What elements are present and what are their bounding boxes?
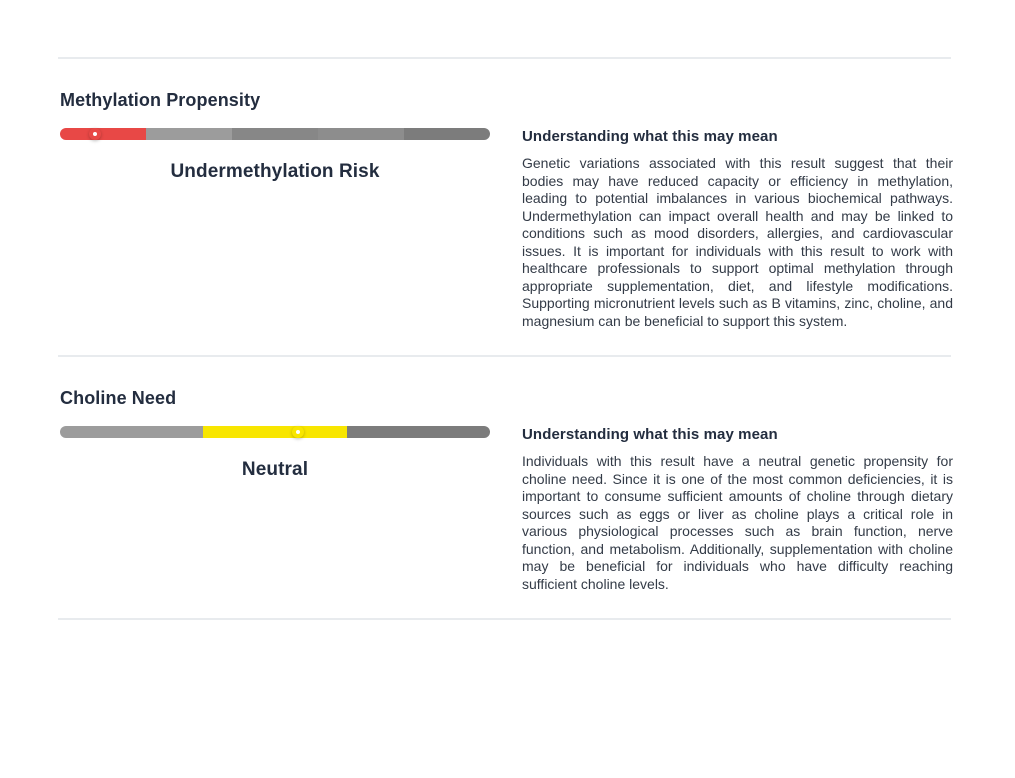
methylation-info-column xyxy=(522,90,953,330)
slider-segment-level-5 xyxy=(404,128,490,140)
top-divider xyxy=(58,57,951,59)
bottom-divider xyxy=(58,618,951,620)
choline-result-column xyxy=(60,388,490,593)
slider-segment-high xyxy=(347,426,490,438)
info-heading: Understanding what this may mean xyxy=(522,426,778,443)
section-choline-need xyxy=(60,388,953,593)
choline-need-slider xyxy=(60,426,490,438)
slider-knob[interactable] xyxy=(292,426,304,438)
choline-info-column xyxy=(522,388,953,593)
slider-segment-low xyxy=(60,426,203,438)
slider-segment-level-2 xyxy=(146,128,232,140)
slider-segment-level-3 xyxy=(232,128,318,140)
slider-segment-level-4 xyxy=(318,128,404,140)
section-title: Choline Need xyxy=(60,388,177,408)
result-label: Neutral xyxy=(241,459,309,480)
slider-knob[interactable] xyxy=(89,128,101,140)
result-label: Undermethylation Risk xyxy=(170,161,380,182)
section-methylation-propensity xyxy=(60,90,953,330)
info-heading: Understanding what this may mean xyxy=(522,128,778,145)
slider-segment-neutral-active-yellow xyxy=(203,426,346,438)
info-body: Individuals with this result have a neutral genetic propensity for choline need. Since it is one of the most common deficiencies, it is important to consume sufficient amounts of choline through dietary sources such as eggs or liver as choline plays a critical role in various physiological processes such as brain function, nerve function, and metabolism. Additionally, supplementation with choline may be beneficial for individuals who have difficulty reaching sufficient choline levels. xyxy=(522,453,953,592)
info-body: Genetic variations associated with this result suggest that their bodies may have reduced capacity or efficiency in methylation, leading to potential imbalances in various biochemical pathways. Undermethylation can impact overall health and may be linked to conditions such as mood disorders, allergies, and cardiovascular issues. It is important for individuals with this result to work with healthcare professionals to support optimal methylation through appropriate supplementation, diet, and lifestyle modifications. Supporting micronutrient levels such as B vitamins, zinc, choline, and magnesium can be beneficial to support this system. xyxy=(522,155,953,329)
methylation-result-column xyxy=(60,90,490,330)
section-divider xyxy=(58,355,951,357)
slider-track xyxy=(60,128,490,140)
methylation-propensity-slider xyxy=(60,128,490,140)
slider-track xyxy=(60,426,490,438)
slider-segment-level-1-active-red xyxy=(60,128,146,140)
section-title: Methylation Propensity xyxy=(60,90,261,110)
